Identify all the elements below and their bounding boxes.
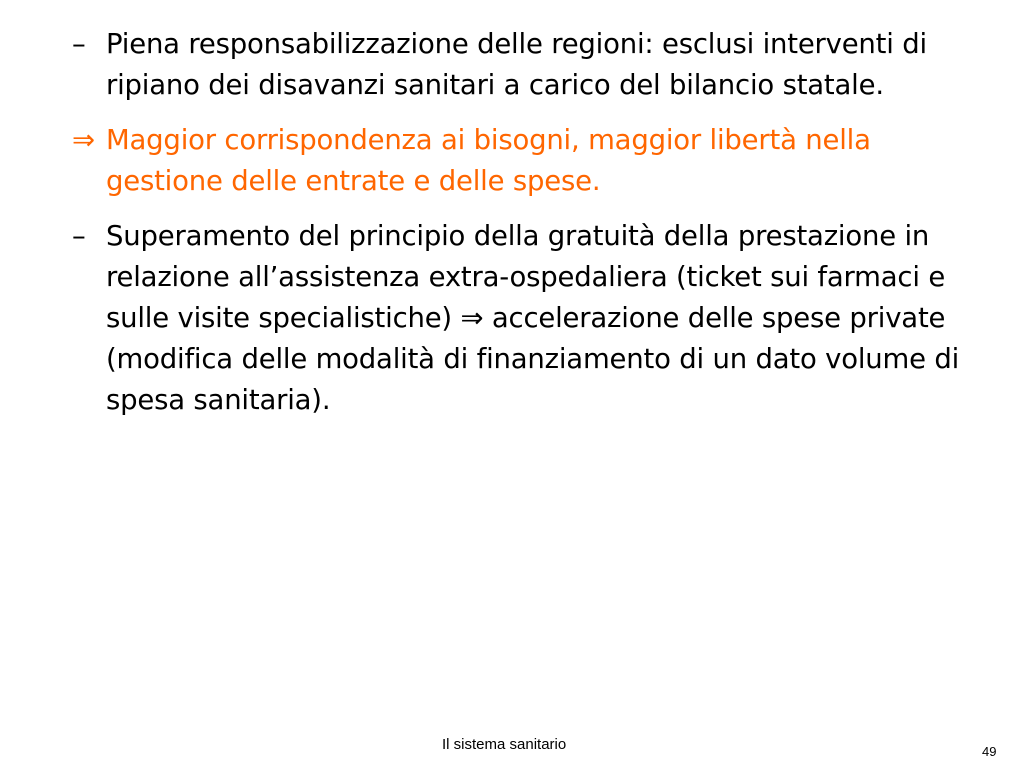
dash-marker: –: [72, 28, 86, 60]
bullet-corrispondenza: [72, 120, 984, 202]
bullet-ripiano: [72, 24, 984, 106]
footer-title: Il sistema sanitario: [442, 736, 567, 753]
slide-body: [72, 24, 984, 435]
bullet-text: Superamento del principio della gratuità della prestazione in relazione all’assistenza extra-ospedaliera (ticket sui farmaci e sulle visite specialistiche) ⇒ accelerazione delle spese private (modifica delle modalità di finanziamento di un dato volume di spesa sanitaria).: [106, 220, 960, 416]
page-number: 49: [982, 744, 997, 759]
bullet-text: Piena responsabilizzazione delle regioni: esclusi interventi di ripiano dei disavanzi sanitari a carico del bilancio statale.: [106, 28, 927, 101]
bullet-gratuita: [72, 216, 984, 421]
dash-marker: –: [72, 220, 86, 252]
implies-arrow-icon: ⇒: [72, 124, 95, 156]
bullet-text: Maggior corrispondenza ai bisogni, maggior libertà nella gestione delle entrate e delle spese.: [106, 124, 871, 197]
